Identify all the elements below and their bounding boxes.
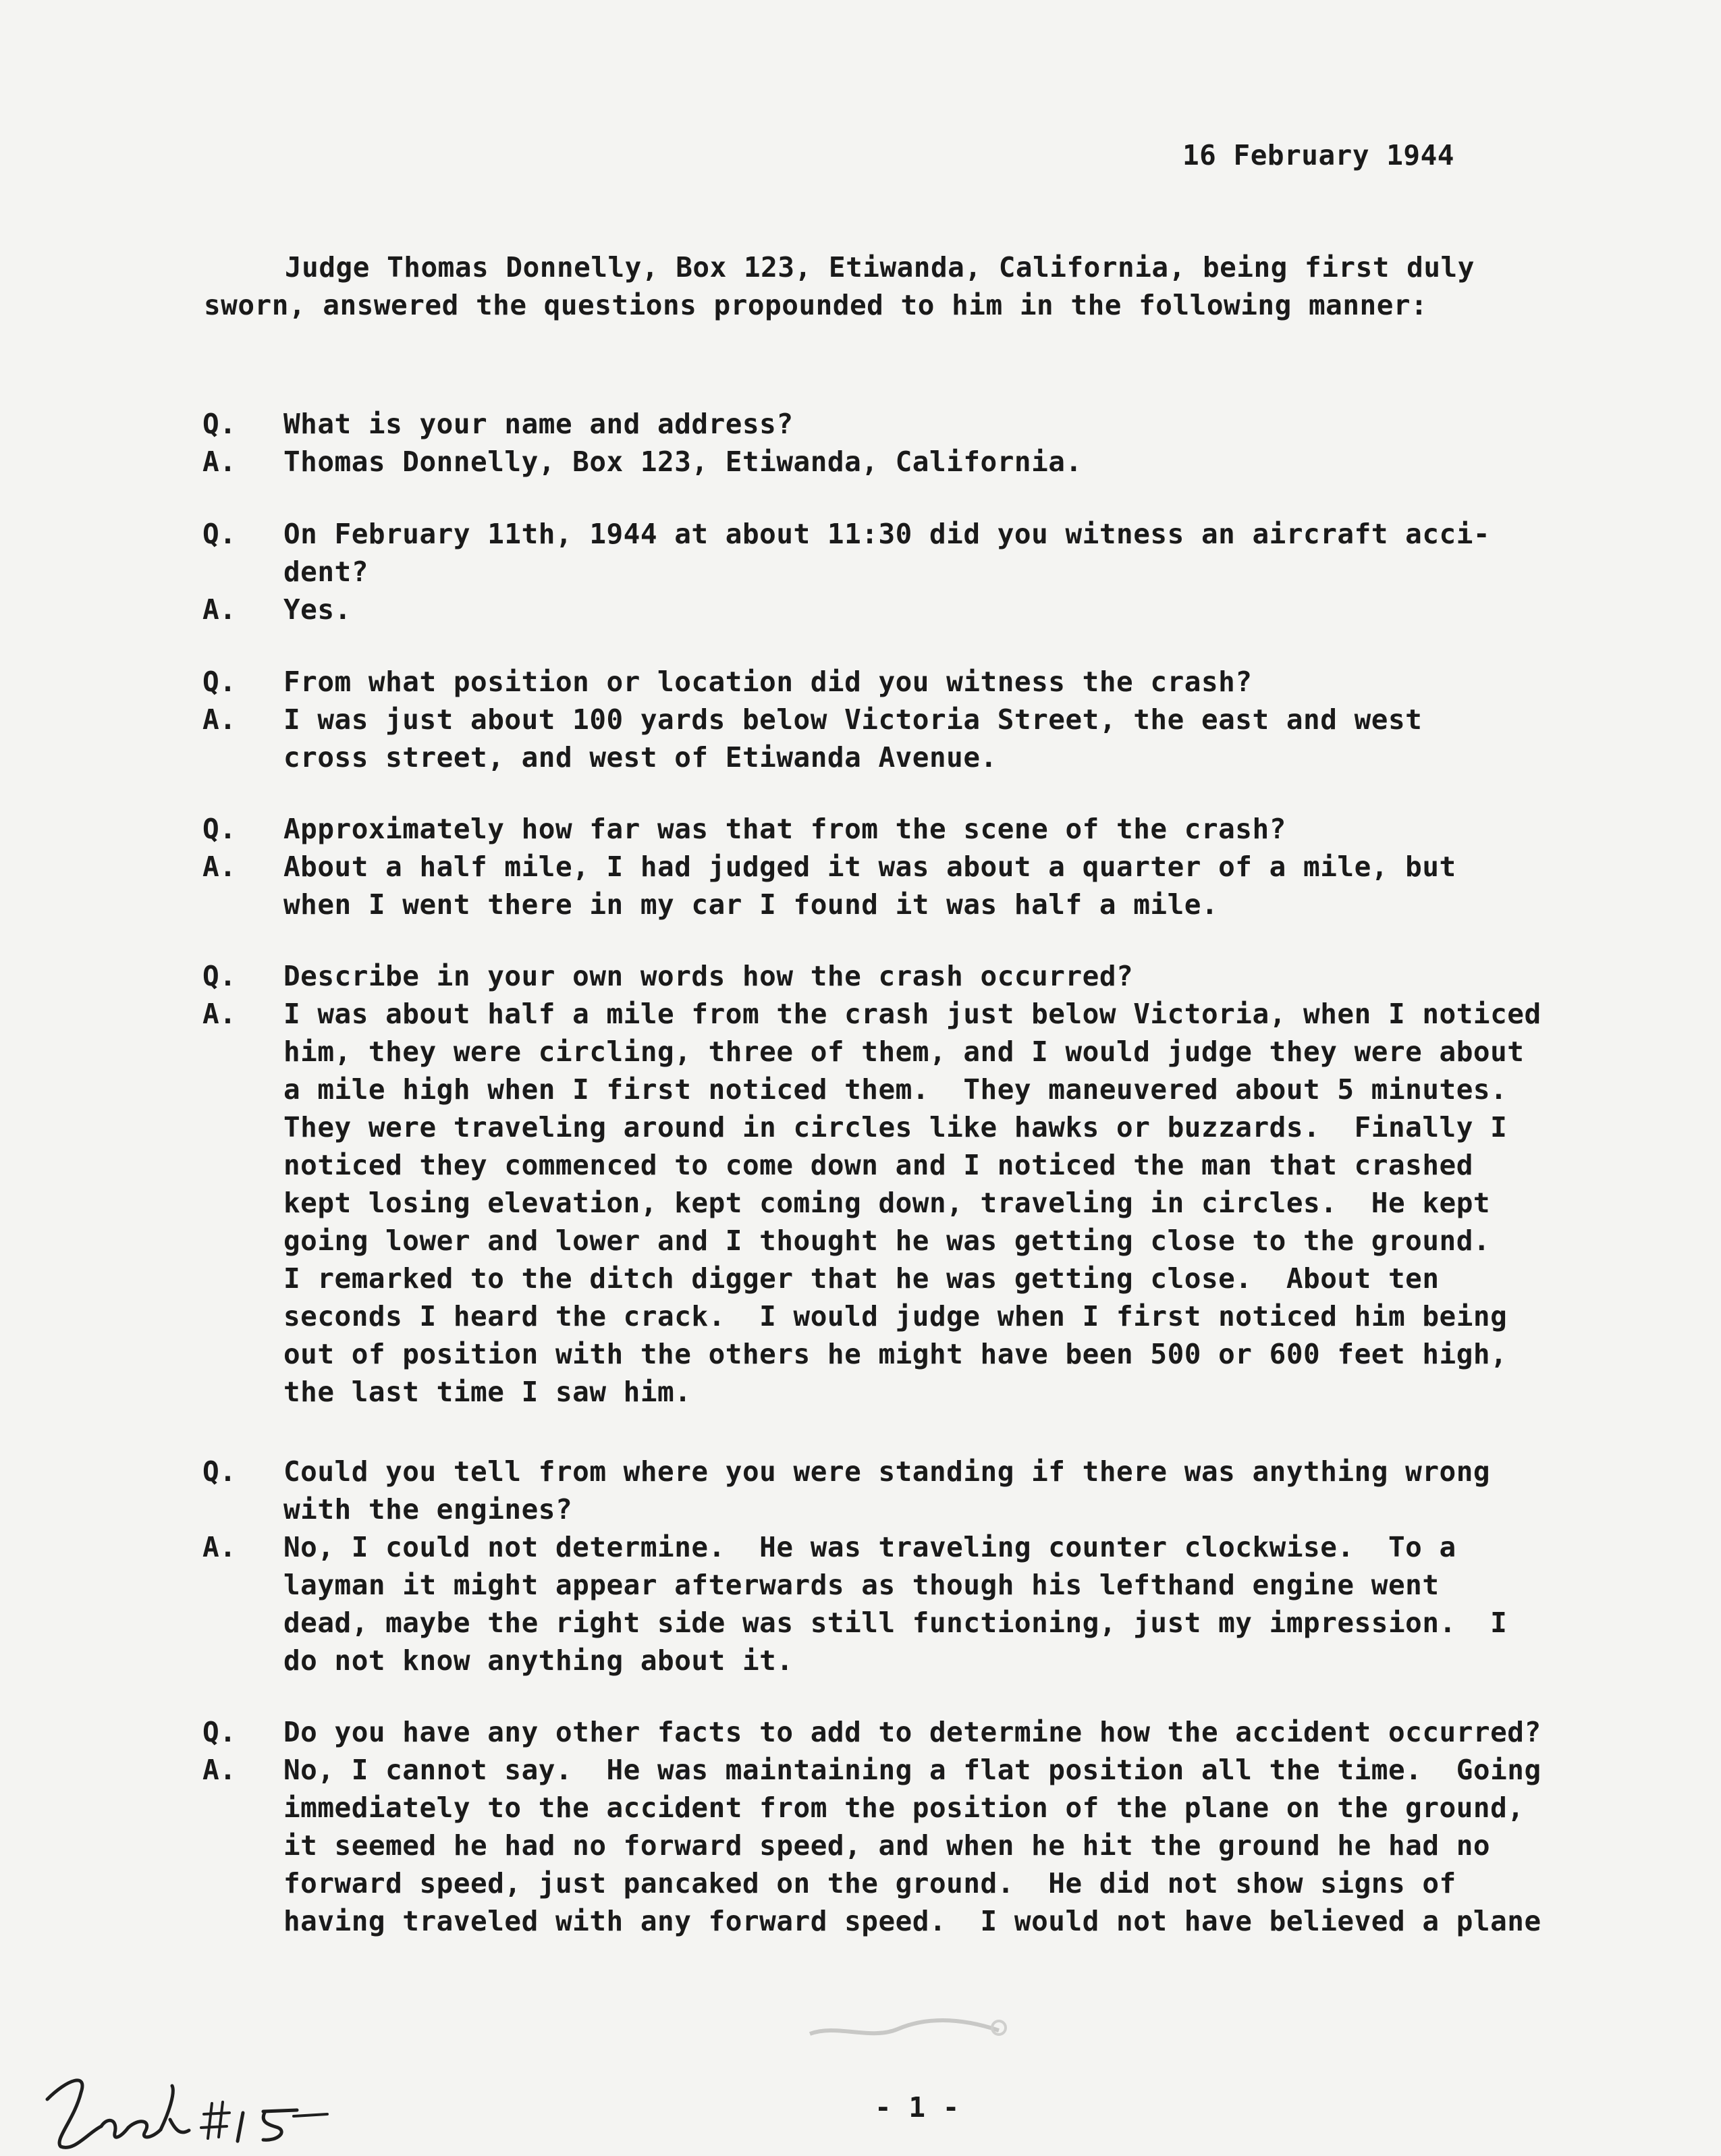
question-line bbox=[202, 1453, 1687, 1490]
answer-text: out of position with the others he might have been 500 or 600 feet high, bbox=[283, 1338, 1508, 1370]
question-marker: Q. bbox=[202, 518, 237, 550]
question-text: What is your name and address? bbox=[283, 408, 794, 440]
answer-text: They were traveling around in circles like hawks or buzzards. Finally I bbox=[283, 1111, 1508, 1143]
answer-line bbox=[202, 1604, 1687, 1642]
answer-text: cross street, and west of Etiwanda Avenue. bbox=[283, 741, 998, 774]
qa-block bbox=[202, 1713, 1687, 1940]
question-text: Could you tell from where you were standing if there was anything wrong bbox=[283, 1455, 1491, 1488]
answer-text: forward speed, just pancaked on the ground. He did not show signs of bbox=[283, 1867, 1456, 1899]
question-line bbox=[202, 810, 1687, 848]
answer-line bbox=[202, 886, 1687, 923]
answer-line bbox=[202, 1260, 1687, 1297]
answer-line bbox=[202, 1335, 1687, 1373]
answer-line bbox=[202, 1146, 1687, 1184]
answer-line bbox=[202, 1373, 1687, 1411]
qa-block bbox=[202, 810, 1687, 923]
answer-line bbox=[202, 1864, 1687, 1902]
answer-marker: A. bbox=[202, 1754, 237, 1786]
answer-marker: A. bbox=[202, 703, 237, 736]
answer-text: About a half mile, I had judged it was about a quarter of a mile, but bbox=[283, 851, 1456, 883]
question-line bbox=[202, 515, 1687, 553]
question-line bbox=[202, 1713, 1687, 1751]
answer-line bbox=[202, 443, 1687, 481]
qa-block bbox=[202, 663, 1687, 776]
answer-text: No, I could not determine. He was traveling counter clockwise. To a bbox=[283, 1531, 1456, 1563]
question-text: Do you have any other facts to add to determine how the accident occurred? bbox=[283, 1716, 1541, 1748]
answer-text: Yes. bbox=[283, 593, 352, 626]
answer-line bbox=[202, 1108, 1687, 1146]
answer-text: immediately to the accident from the position of the plane on the ground, bbox=[283, 1791, 1525, 1824]
answer-line bbox=[202, 1222, 1687, 1260]
answer-line bbox=[202, 848, 1687, 886]
answer-text: dead, maybe the right side was still functioning, just my impression. I bbox=[283, 1607, 1508, 1639]
answer-line bbox=[202, 995, 1687, 1033]
answer-line bbox=[202, 1751, 1687, 1789]
smudge-mark bbox=[796, 2003, 1026, 2051]
answer-line bbox=[202, 1033, 1687, 1071]
question-line bbox=[202, 553, 1687, 591]
answer-line bbox=[202, 1566, 1687, 1604]
answer-text: noticed they commenced to come down and I noticed the man that crashed bbox=[283, 1149, 1473, 1181]
qa-block bbox=[202, 957, 1687, 1411]
answer-marker: A. bbox=[202, 851, 237, 883]
intro-paragraph: Judge Thomas Donnelly, Box 123, Etiwanda, California, being first duly sworn, answered the questions propounded to him in the following manner: bbox=[204, 251, 1475, 321]
answer-text: the last time I saw him. bbox=[283, 1376, 692, 1408]
question-marker: Q. bbox=[202, 1716, 237, 1748]
answer-text: seconds I heard the crack. I would judge when I first noticed him being bbox=[283, 1300, 1508, 1332]
question-text: From what position or location did you witness the crash? bbox=[283, 666, 1253, 698]
answer-text: him, they were circling, three of them, and I would judge they were about bbox=[283, 1035, 1525, 1068]
document-date: 16 February 1944 bbox=[1182, 139, 1454, 171]
answer-text: Thomas Donnelly, Box 123, Etiwanda, California. bbox=[283, 446, 1083, 478]
question-text: Approximately how far was that from the scene of the crash? bbox=[283, 813, 1286, 845]
answer-marker: A. bbox=[202, 998, 237, 1030]
answer-line bbox=[202, 1827, 1687, 1864]
answer-text: I was about half a mile from the crash just below Victoria, when I noticed bbox=[283, 998, 1541, 1030]
answer-marker: A. bbox=[202, 1531, 237, 1563]
question-marker: Q. bbox=[202, 666, 237, 698]
question-marker: Q. bbox=[202, 408, 237, 440]
answer-line bbox=[202, 1528, 1687, 1566]
handwritten-note bbox=[27, 2066, 337, 2156]
answer-text: do not know anything about it. bbox=[283, 1644, 794, 1677]
qa-block bbox=[202, 1453, 1687, 1679]
answer-text: having traveled with any forward speed. I would not have believed a plane bbox=[283, 1905, 1541, 1937]
answer-text: layman it might appear afterwards as though his lefthand engine went bbox=[283, 1569, 1440, 1601]
answer-text: No, I cannot say. He was maintaining a flat position all the time. Going bbox=[283, 1754, 1541, 1786]
question-marker: Q. bbox=[202, 960, 237, 992]
answer-line bbox=[202, 1071, 1687, 1108]
answer-line bbox=[202, 1184, 1687, 1222]
answer-line bbox=[202, 591, 1687, 628]
answer-text: I remarked to the ditch digger that he was getting close. About ten bbox=[283, 1262, 1440, 1295]
answer-text: it seemed he had no forward speed, and when he hit the ground he had no bbox=[283, 1829, 1491, 1862]
qa-block bbox=[202, 515, 1687, 628]
answer-text: going lower and lower and I thought he was getting close to the ground. bbox=[283, 1224, 1491, 1257]
question-text: with the engines? bbox=[283, 1493, 573, 1526]
answer-line bbox=[202, 738, 1687, 776]
question-marker: Q. bbox=[202, 813, 237, 845]
question-line bbox=[202, 957, 1687, 995]
question-line bbox=[202, 663, 1687, 701]
answer-text: I was just about 100 yards below Victoria Street, the east and west bbox=[283, 703, 1423, 736]
question-line bbox=[202, 405, 1687, 443]
question-marker: Q. bbox=[202, 1455, 237, 1488]
question-text: On February 11th, 1944 at about 11:30 did you witness an aircraft acci- bbox=[283, 518, 1491, 550]
answer-text: kept losing elevation, kept coming down, traveling in circles. He kept bbox=[283, 1187, 1491, 1219]
answer-text: when I went there in my car I found it was half a mile. bbox=[283, 888, 1219, 921]
question-text: dent? bbox=[283, 556, 368, 588]
answer-marker: A. bbox=[202, 446, 237, 478]
answer-text: a mile high when I first noticed them. They maneuvered about 5 minutes. bbox=[283, 1073, 1508, 1106]
answer-line bbox=[202, 701, 1687, 738]
answer-line bbox=[202, 1789, 1687, 1827]
answer-line bbox=[202, 1297, 1687, 1335]
question-line bbox=[202, 1490, 1687, 1528]
page-number: - 1 - bbox=[875, 2091, 960, 2124]
question-text: Describe in your own words how the crash occurred? bbox=[283, 960, 1134, 992]
answer-marker: A. bbox=[202, 593, 237, 626]
qa-block bbox=[202, 405, 1687, 481]
answer-line bbox=[202, 1902, 1687, 1940]
answer-line bbox=[202, 1642, 1687, 1679]
